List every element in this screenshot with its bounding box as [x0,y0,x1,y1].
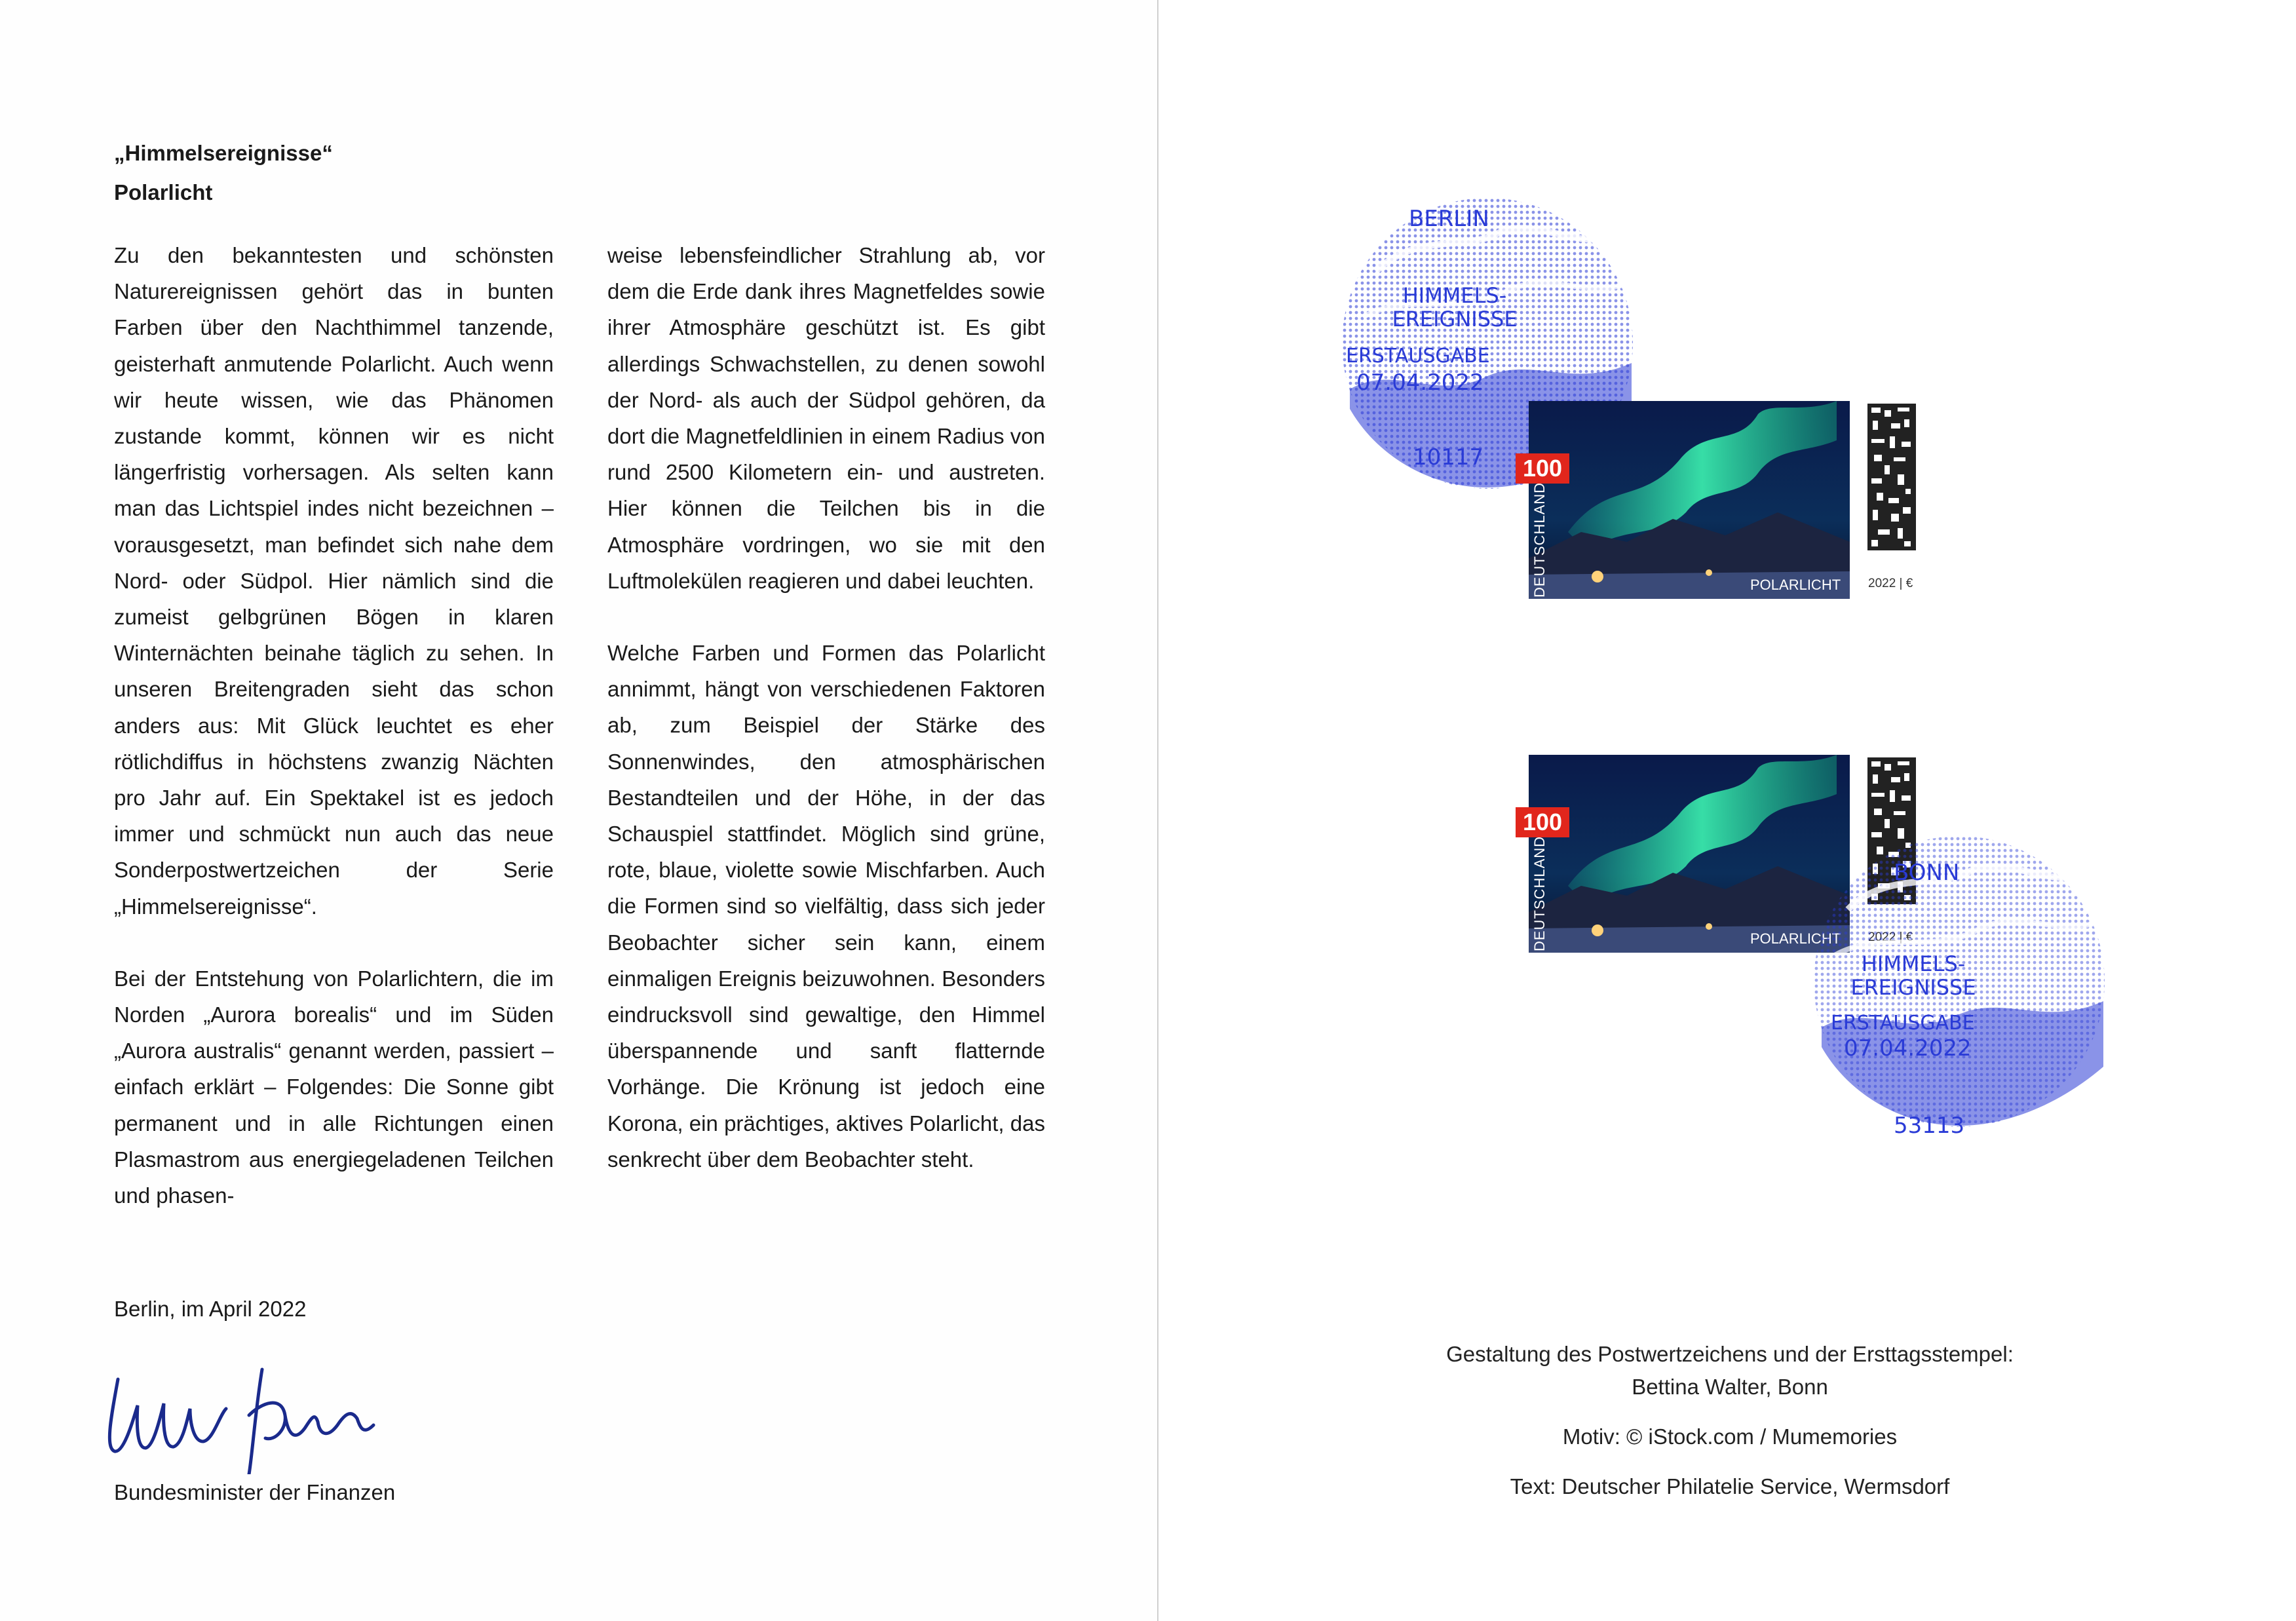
paragraph: Welche Farben und Formen das Polarlicht annimmt, hängt von verschiedenen Faktoren ab, zum Beispiel der Stärke des Sonnenwindes, den atmosphärischen Bestandteilen und der Höhe, in der das Schauspiel stattfindet. Möglich sind grüne, rote, blaue, violette sowie Mischfarben. Auch die Formen sind so vielfältig, dass sich jeder Beobachter sicher sein kann, einem einmaligen Ereignis beizuwohnen. Besonders eindrucksvoll sind gewaltige, den Himmel überspannende und sanft flatternde Vorhänge. Die Krönung ist jedoch eine Korona, ein prächtiges, aktives Polarlicht, das senkrecht über dem Beobachter steht. [607,641,1045,1172]
matrix-code-icon [1865,401,1919,553]
series-title: „Himmelsereignisse“ [114,141,333,165]
design-credit-line2: Bettina Walter, Bonn [1632,1375,1828,1399]
signatory-title: Bundesminister der Finanzen [114,1480,396,1504]
stamp-motif: POLARLICHT [1750,930,1841,947]
postmark-bonn [1808,831,2110,1139]
postmark-series-line1: HIMMELS- [1402,283,1507,308]
postmark-issue-label: ERSTAUSGABE [1831,1012,1975,1035]
postmark-series-line1: HIMMELS- [1861,951,1966,976]
stamp-title: Polarlicht [114,180,213,204]
postmark-issue-label: ERSTAUSGABE [1346,345,1490,368]
stamp-year: 2022 | € [1868,930,1913,944]
postmark-date: 07.04.2022 [1844,1035,1972,1061]
design-credit-line1: Gestaltung des Postwertzeichens und der Ersttagsstempel: [1446,1342,2014,1366]
stamp-year: 2022 | € [1868,577,1913,590]
text-credit: Text: Deutscher Philatelie Service, Wermsdorf [1510,1474,1950,1498]
text-column-1 [114,237,554,1249]
text-column-2 [607,237,1045,1213]
credits [1304,1338,2156,1503]
stamp-country: DEUTSCHLAND [1531,835,1548,951]
stamp-country: DEUTSCHLAND [1531,482,1548,598]
motif-credit: Motiv: © iStock.com / Mumemories [1562,1424,1898,1449]
signature-image [98,1343,413,1474]
denomination-badge: 100 [1516,453,1569,484]
postmark-zip: 10117 [1413,444,1484,470]
place-date: Berlin, im April 2022 [114,1297,307,1321]
paragraph: weise lebensfeindlicher Strahlung ab, vor dem die Erde dank ihres Magnetfeldes sowie ihrer Atmosphäre geschützt ist. Es gibt allerdings Schwachstellen, zu denen sowohl der Nord- als auch der Südpol gehören, da dort die Magnetfeldlinien in einem Radius von rund 2500 Kilometern ein- und austreten. Hier können die Teilchen bis in die Atmosphäre vordringen, wo sie mit den Luftmolekülen reagieren und dabei leuchten. [607,243,1045,593]
postmark-series-line2: EREIGNISSE [1850,975,1976,1000]
denomination-badge: 100 [1516,807,1569,837]
postmark-city: BERLIN [1409,206,1489,232]
stamp-motif: POLARLICHT [1750,577,1841,593]
heading [114,134,333,212]
aurora-photo [1529,755,1850,953]
postmark-zip: 53113 [1894,1113,1965,1139]
postmark-date: 07.04.2022 [1356,370,1484,396]
paragraph: Zu den bekanntesten und schönsten Naturereignissen gehört das in bunten Farben über den Nachthimmel tanzende, geisterhaft anmutende Polarlicht. Auch wenn wir heute wissen, wie das Phänomen zustande kommt, können wir es nicht längerfristig vorhersagen. Als selten kann man das Lichtspiel indes nicht bezeichnen – vorausgesetzt, man befindet sich nahe dem Nord- oder Südpol. Hier nämlich sind die zumeist gelbgrünen Bögen in klaren Winternächten beinahe täglich zu sehen. In unseren Breitengraden sieht das schon anders aus: Mit Glück leuchtet es eher rötlichdiffus in höchstens zwanzig Nächten pro Jahr auf. Ein Spektakel ist es jedoch immer und schmückt nun auch das neue Sonderpostwertzeichen der Serie „Himmelsereignisse“. [114,243,554,919]
stamp-1 [1522,401,1913,605]
postmark-city: BONN [1894,860,1960,886]
aurora-photo [1529,401,1850,599]
postmark-series-line2: EREIGNISSE [1392,307,1518,332]
paragraph: Bei der Entstehung von Polarlichtern, die im Norden „Aurora borealis“ und im Süden „Aurora australis“ genannt werden, passiert – einfach erklärt – Folgendes: Die Sonne gibt permanent und in alle Richtungen einen Plasmastrom aus energiegeladenen Teilchen und phasen- [114,966,554,1208]
